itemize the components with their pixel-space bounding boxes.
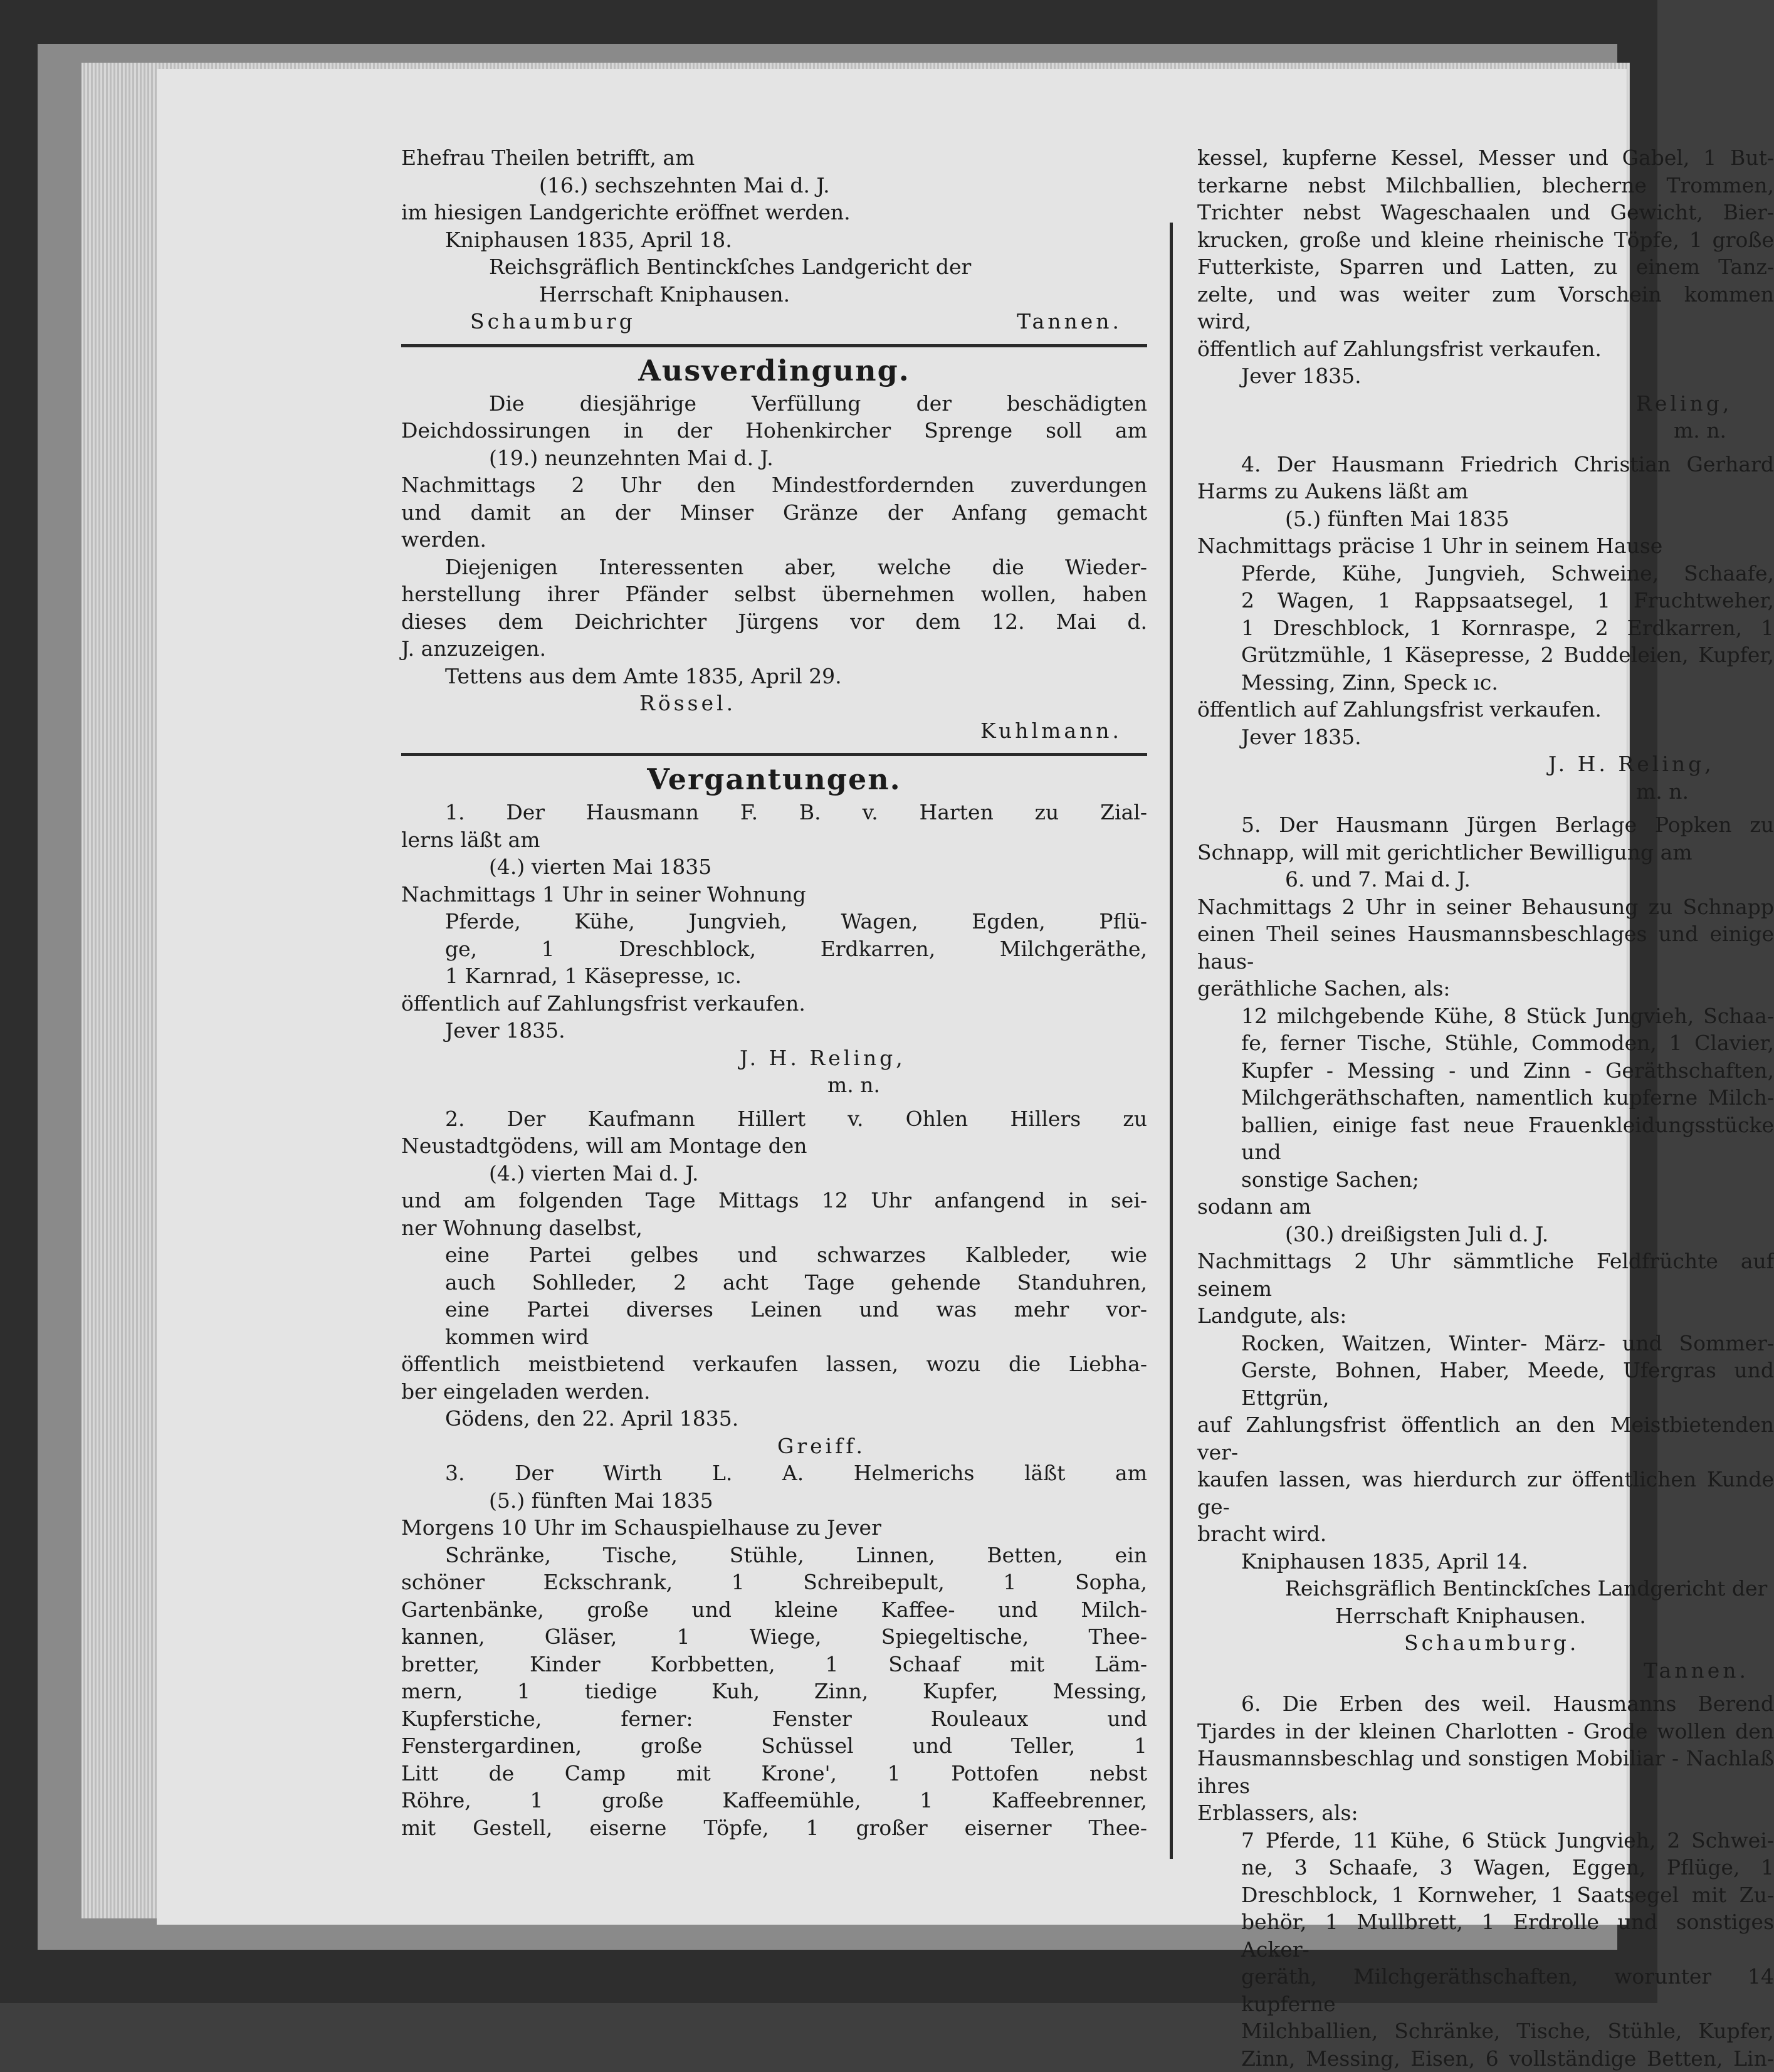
text-line: Die diesjährige Verfüllung der beschädigten bbox=[401, 390, 1147, 418]
text-line: Harms zu Aukens läßt am bbox=[1197, 478, 1774, 505]
text-line: Rocken, Waitzen, Winter- März- und Sommer- bbox=[1197, 1330, 1774, 1357]
signature: Schaumburg. bbox=[1197, 1629, 1774, 1657]
text-line: Zinn, Messing, Eisen, 6 vollständige Betten, Lin- bbox=[1197, 2045, 1774, 2072]
text-line: Kupferstiche, ferner: Fenster Rouleaux und bbox=[401, 1705, 1147, 1733]
text-line: m. n. bbox=[401, 1071, 1147, 1099]
text-line: Erblassers, als: bbox=[1197, 1799, 1774, 1827]
text-line: Nachmittags 1 Uhr in seiner Wohnung bbox=[401, 881, 1147, 908]
signature: Tannen. bbox=[1197, 1657, 1774, 1685]
text-line: Deichdossirungen in der Hohenkircher Sprenge soll am bbox=[401, 417, 1147, 444]
text-line: Nachmittags 2 Uhr sämmtliche Feldfrüchte auf seinem bbox=[1197, 1248, 1774, 1302]
text-line: Milchgeräthschaften, namentlich kupferne Milch- bbox=[1197, 1084, 1774, 1112]
text-line: Schnapp, will mit gerichtlicher Bewilligung am bbox=[1197, 839, 1774, 866]
text-line: (16.) sechszehnten Mai d. J. bbox=[401, 172, 1147, 199]
text-line: m. n. bbox=[1197, 417, 1774, 444]
text-line: 1 Karnrad, 1 Käsepresse, ıc. bbox=[401, 962, 1147, 990]
signature: Greiff. bbox=[401, 1433, 1147, 1460]
text-line: sonstige Sachen; bbox=[1197, 1166, 1774, 1194]
text-line: kessel, kupferne Kessel, Messer und Gabel, 1 But- bbox=[1197, 144, 1774, 172]
text-line: Milchballien, Schränke, Tische, Stühle, Kupfer, bbox=[1197, 2017, 1774, 2045]
text-line: Herrschaft Kniphausen. bbox=[1197, 1602, 1774, 1630]
text-line: krucken, große und kleine rheinische Töpfe, 1 große bbox=[1197, 226, 1774, 254]
text-line: einen Theil seines Hausmannsbeschlages und einige haus- bbox=[1197, 920, 1774, 975]
text-line: (5.) fünften Mai 1835 bbox=[1197, 505, 1774, 533]
text-line: auch Sohlleder, 2 acht Tage gehende Standuhren, bbox=[401, 1269, 1147, 1296]
vergantungen-section bbox=[401, 761, 1147, 1841]
text-line: zelte, und was weiter zum Vorschein kommen bbox=[1197, 281, 1774, 308]
text-line: (5.) fünften Mai 1835 bbox=[401, 1487, 1147, 1515]
text-line: Reichsgräflich Bentinckſches Landgericht der bbox=[1197, 1575, 1774, 1602]
text-line: Diejenigen Interessenten aber, welche die Wieder- bbox=[401, 554, 1147, 581]
text-line: Nachmittags präcise 1 Uhr in seinem Hause bbox=[1197, 532, 1774, 560]
text-line: ge, 1 Dreschblock, Erdkarren, Milchgeräthe, bbox=[401, 935, 1147, 963]
text-line: 5. Der Hausmann Jürgen Berlage Popken zu bbox=[1197, 811, 1774, 839]
text-line: geräth, Milchgeräthschaften, worunter 14 kupferne bbox=[1197, 1963, 1774, 2017]
spacer bbox=[1197, 805, 1774, 811]
text-line: Jever 1835. bbox=[401, 1017, 1147, 1044]
signature: Schaumburg bbox=[470, 308, 636, 335]
text-line: 2 Wagen, 1 Rappsaatsegel, 1 Fruchtweher, bbox=[1197, 587, 1774, 614]
text-line: ne, 3 Schaafe, 3 Wagen, Eggen, Pflüge, 1 bbox=[1197, 1854, 1774, 1881]
text-line: 6. und 7. Mai d. J. bbox=[1197, 866, 1774, 893]
text-line: Trichter nebst Wageschaalen und Gewicht, Bier- bbox=[1197, 199, 1774, 226]
notice-item-5 bbox=[1197, 811, 1774, 1684]
signature: Tannen. bbox=[1017, 308, 1122, 335]
text-line: auf Zahlungsfrist öffentlich an den Meistbietenden ver- bbox=[1197, 1411, 1774, 1466]
spacer bbox=[1197, 1684, 1774, 1690]
text-line: Messing, Zinn, Speck ıc. bbox=[1197, 669, 1774, 697]
text-line: Hausmannsbeschlag und sonstigen Mobiliar - Nachlaß ihres bbox=[1197, 1745, 1774, 1799]
text-line: Herrschaft Kniphausen. bbox=[401, 281, 1147, 308]
notice-item-2 bbox=[401, 1105, 1147, 1460]
text-line: Ettgrün, bbox=[1197, 1384, 1774, 1412]
text-line: Schränke, Tische, Stühle, Linnen, Betten, ein bbox=[401, 1542, 1147, 1569]
text-line: werden. bbox=[401, 526, 1147, 554]
text-line: sodann am bbox=[1197, 1193, 1774, 1221]
text-line: Morgens 10 Uhr im Schauspielhause zu Jever bbox=[401, 1514, 1147, 1542]
text-line: kaufen lassen, was hierdurch zur öffentlichen Kunde ge- bbox=[1197, 1466, 1774, 1520]
text-line: 1 Dreschblock, 1 Kornraspe, 2 Erdkarren, 1 bbox=[1197, 614, 1774, 642]
text-line: geräthliche Sachen, als: bbox=[1197, 975, 1774, 1002]
text-line: Gödens, den 22. April 1835. bbox=[401, 1405, 1147, 1433]
text-line: Jever 1835. bbox=[1197, 723, 1774, 751]
text-line: mern, 1 tiedige Kuh, Zinn, Kupfer, Messing, bbox=[401, 1678, 1147, 1705]
text-line: Neustadtgödens, will am Montage den bbox=[401, 1132, 1147, 1160]
right-column bbox=[1197, 144, 1774, 2072]
text-line: bracht wird. bbox=[1197, 1520, 1774, 1548]
text-line: Nachmittags 2 Uhr den Mindestfordernden zuverdungen bbox=[401, 471, 1147, 499]
text-line: Gerste, Bohnen, Haber, Meede, Ufergras und bbox=[1197, 1357, 1774, 1384]
notice-item-6 bbox=[1197, 1690, 1774, 2072]
signature: Kuhlmann. bbox=[401, 717, 1147, 745]
spacer bbox=[1197, 444, 1774, 451]
text-line: mit Gestell, eiserne Töpfe, 1 großer eiserner Thee- bbox=[401, 1814, 1147, 1842]
text-line: Litt de Camp mit Krone', 1 Pottofen nebst bbox=[401, 1760, 1147, 1787]
text-line: und am folgenden Tage Mittags 12 Uhr anfangend in sei- bbox=[401, 1187, 1147, 1214]
text-line: eine Partei diverses Leinen und was mehr vor- bbox=[401, 1296, 1147, 1323]
text-line: im hiesigen Landgerichte eröffnet werden. bbox=[401, 199, 1147, 226]
text-line: schöner Eckschrank, 1 Schreibepult, 1 Sopha, bbox=[401, 1569, 1147, 1596]
section-rule bbox=[401, 753, 1147, 756]
text-line: (4.) vierten Mai 1835 bbox=[401, 853, 1147, 881]
text-line: ner Wohnung daselbst, bbox=[401, 1214, 1147, 1242]
text-line: öffentlich meistbietend verkaufen lassen, wozu die Liebha- bbox=[401, 1350, 1147, 1378]
text-line: Landgute, als: bbox=[1197, 1302, 1774, 1330]
text-line: 12 milchgebende Kühe, 8 Stück Jungvieh, Schaa- bbox=[1197, 1002, 1774, 1030]
text-line: eine Partei gelbes und schwarzes Kalbleder, wie bbox=[401, 1241, 1147, 1269]
signature: Reling, bbox=[1197, 390, 1774, 418]
notice-item-1 bbox=[401, 799, 1147, 1099]
text-line: Tjardes in der kleinen Charlotten - Grode wollen den bbox=[1197, 1718, 1774, 1745]
signature-row bbox=[401, 308, 1147, 335]
newspaper-page bbox=[157, 69, 1627, 1925]
text-line: 2. Der Kaufmann Hillert v. Ohlen Hillers zu bbox=[401, 1105, 1147, 1133]
text-line: fe, ferner Tische, Stühle, Commoden, 1 Clavier, bbox=[1197, 1029, 1774, 1057]
text-line: Grützmühle, 1 Käsepresse, 2 Buddeleien, Kupfer, bbox=[1197, 641, 1774, 669]
text-line: terkarne nebst Milchballien, blecherne Trommen, bbox=[1197, 172, 1774, 199]
text-line: 1. Der Hausmann F. B. v. Harten zu Zial- bbox=[401, 799, 1147, 826]
signature: J. H. Reling, bbox=[1197, 750, 1774, 778]
text-line: behör, 1 Mullbrett, 1 Erdrolle und sonstiges Acker- bbox=[1197, 1908, 1774, 1963]
notice-item-3-continued bbox=[1197, 144, 1774, 444]
signature: Rössel. bbox=[401, 690, 1147, 717]
text-line: Fenstergardinen, große Schüssel und Teller, 1 bbox=[401, 1732, 1147, 1760]
text-line: Futterkiste, Sparren und Latten, zu einem Tanz- bbox=[1197, 253, 1774, 281]
text-line: wird, bbox=[1197, 308, 1774, 335]
text-line: und damit an der Minser Gränze der Anfang gemacht bbox=[401, 499, 1147, 527]
section-rule bbox=[401, 344, 1147, 347]
text-line: dieses dem Deichrichter Jürgens vor dem 12. Mai d. bbox=[401, 608, 1147, 636]
text-line: 3. Der Wirth L. A. Helmerichs läßt am bbox=[401, 1459, 1147, 1487]
left-column bbox=[401, 144, 1147, 1841]
text-line: kommen wird bbox=[401, 1323, 1147, 1351]
text-line: Pferde, Kühe, Jungvieh, Wagen, Egden, Pflü- bbox=[401, 908, 1147, 935]
column-divider bbox=[1170, 223, 1173, 1859]
text-line: Pferde, Kühe, Jungvieh, Schweine, Schaafe, bbox=[1197, 560, 1774, 587]
text-line: öffentlich auf Zahlungsfrist verkaufen. bbox=[1197, 335, 1774, 363]
text-line: J. anzuzeigen. bbox=[401, 635, 1147, 663]
text-line: ballien, einige fast neue Frauenkleidungsstücke und bbox=[1197, 1112, 1774, 1166]
text-line: kannen, Gläser, 1 Wiege, Spiegeltische, Thee- bbox=[401, 1623, 1147, 1651]
section-heading: Vergantungen. bbox=[401, 761, 1147, 797]
text-line: Tettens aus dem Amte 1835, April 29. bbox=[401, 663, 1147, 690]
text-line: öffentlich auf Zahlungsfrist verkaufen. bbox=[401, 990, 1147, 1018]
text-line: m. n. bbox=[1197, 778, 1774, 806]
text-line: Gartenbänke, große und kleine Kaffee- und Milch- bbox=[401, 1596, 1147, 1624]
text-line: ber eingeladen werden. bbox=[401, 1378, 1147, 1406]
text-line: (19.) neunzehnten Mai d. J. bbox=[401, 444, 1147, 472]
text-line: 6. Die Erben des weil. Hausmanns Berend bbox=[1197, 1690, 1774, 1718]
text-line: öffentlich auf Zahlungsfrist verkaufen. bbox=[1197, 696, 1774, 723]
ausverdingung-section bbox=[401, 352, 1147, 745]
text-line: bretter, Kinder Korbbetten, 1 Schaaf mit Läm- bbox=[401, 1651, 1147, 1678]
text-line: Reichsgräflich Bentinckſches Landgericht der bbox=[401, 253, 1147, 281]
text-line: Jever 1835. bbox=[1197, 362, 1774, 390]
section-heading: Ausverdingung. bbox=[401, 352, 1147, 389]
text-line: Dreschblock, 1 Kornweher, 1 Saatsegel mit Zu- bbox=[1197, 1881, 1774, 1909]
text-line: Röhre, 1 große Kaffeemühle, 1 Kaffeebrenner, bbox=[401, 1787, 1147, 1814]
notice-item-4 bbox=[1197, 451, 1774, 806]
signature: J. H. Reling, bbox=[401, 1044, 1147, 1072]
text-line: Nachmittags 2 Uhr in seiner Behausung zu Schnapp bbox=[1197, 893, 1774, 921]
text-line: (4.) vierten Mai d. J. bbox=[401, 1160, 1147, 1187]
notice-item-3 bbox=[401, 1459, 1147, 1841]
text-line: 4. Der Hausmann Friedrich Christian Gerhard bbox=[1197, 451, 1774, 478]
text-line: 7 Pferde, 11 Kühe, 6 Stück Jungvieh, 2 Schwei- bbox=[1197, 1827, 1774, 1854]
text-line: Kniphausen 1835, April 14. bbox=[1197, 1548, 1774, 1575]
text-line: herstellung ihrer Pfänder selbst übernehmen wollen, haben bbox=[401, 581, 1147, 608]
text-line: (30.) dreißigsten Juli d. J. bbox=[1197, 1221, 1774, 1248]
text-line: Kniphausen 1835, April 18. bbox=[401, 226, 1147, 254]
text-line: lerns läßt am bbox=[401, 826, 1147, 854]
spacer bbox=[401, 1099, 1147, 1105]
text-line: Kupfer - Messing - und Zinn - Geräthschaften, bbox=[1197, 1057, 1774, 1085]
text-line: Ehefrau Theilen betrifft, am bbox=[401, 144, 1147, 172]
